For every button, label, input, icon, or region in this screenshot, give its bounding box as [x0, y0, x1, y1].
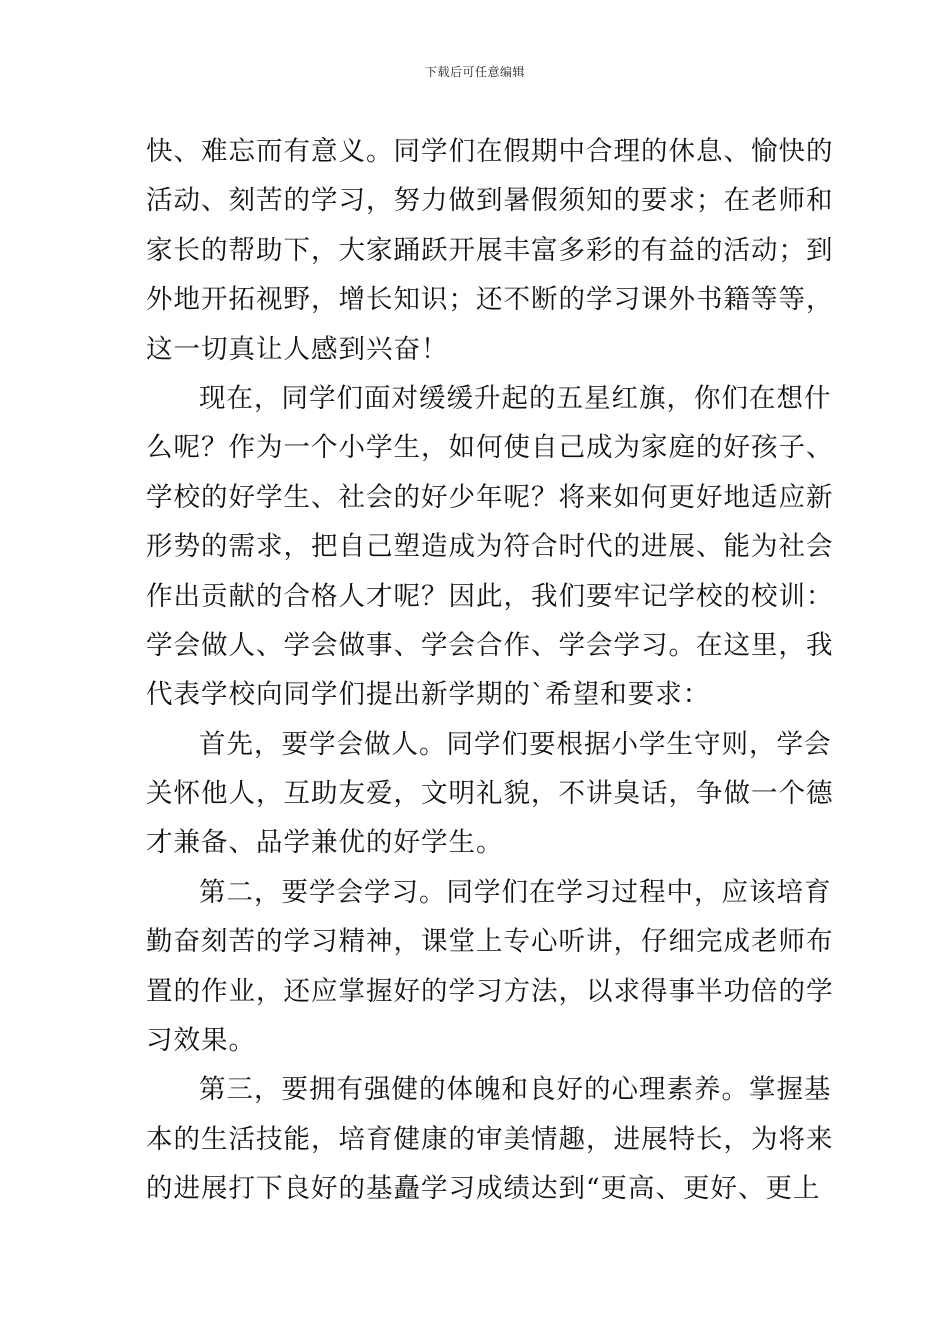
text-line: 学校的好学生、社会的好少年呢？将来如何更好地适应新: [146, 481, 834, 513]
text-line: 第二，要学会学习。同学们在学习过程中，应该培育: [199, 876, 832, 908]
text-line: 置的作业，还应掌握好的学习方法，以求得事半功倍的学: [146, 975, 834, 1007]
text-line: 习效果。: [146, 1025, 256, 1057]
text-line: 家长的帮助下，大家踊跃开展丰富多彩的有益的活动；到: [146, 234, 834, 266]
text-line: 形势的需求，把自己塑造成为符合时代的进展、能为社会: [146, 531, 834, 563]
text-line: 外地开拓视野，增长知识；还不断的学习课外书籍等等，: [146, 284, 834, 316]
text-line: 快、难忘而有意义。同学们在假期中合理的休息、愉快的: [146, 136, 834, 167]
text-line: 第三，要拥有强健的体魄和良好的心理素养。掌握基: [199, 1074, 832, 1106]
text-line: 学会做人、学会做事、学会合作、学会学习。在这里，我: [146, 629, 834, 661]
body-text: [146, 127, 834, 1214]
text-line: 首先，要学会做人。同学们要根据小学生守则，学会: [199, 728, 832, 760]
text-line: 现在，同学们面对缓缓升起的五星红旗，你们在想什: [199, 382, 832, 414]
text-line: 的进展打下良好的基矗学习成绩达到“更高、更好、更上: [146, 1173, 821, 1205]
text-line: 活动、刻苦的学习，努力做到暑假须知的要求；在老师和: [146, 185, 834, 217]
page-header: 下载后可任意编辑: [424, 65, 525, 79]
text-line: 代表学校向同学们提出新学期的`希望和要求：: [146, 679, 711, 711]
text-line: 才兼备、品学兼优的好学生。: [146, 827, 504, 859]
text-line: 本的生活技能，培育健康的审美情趣，进展特长，为将来: [146, 1123, 834, 1155]
text-line: 这一切真让人感到兴奋！: [146, 333, 449, 365]
text-line: 勤奋刻苦的学习精神，课堂上专心听讲，仔细完成老师布: [146, 926, 834, 958]
text-line: 关怀他人，互助友爱，文明礼貌，不讲臭话，争做一个德: [146, 778, 834, 810]
text-line: 作出贡献的合格人才呢？因此，我们要牢记学校的校训：: [146, 580, 834, 612]
text-line: 么呢？作为一个小学生，如何使自己成为家庭的好孩子、: [146, 432, 834, 464]
